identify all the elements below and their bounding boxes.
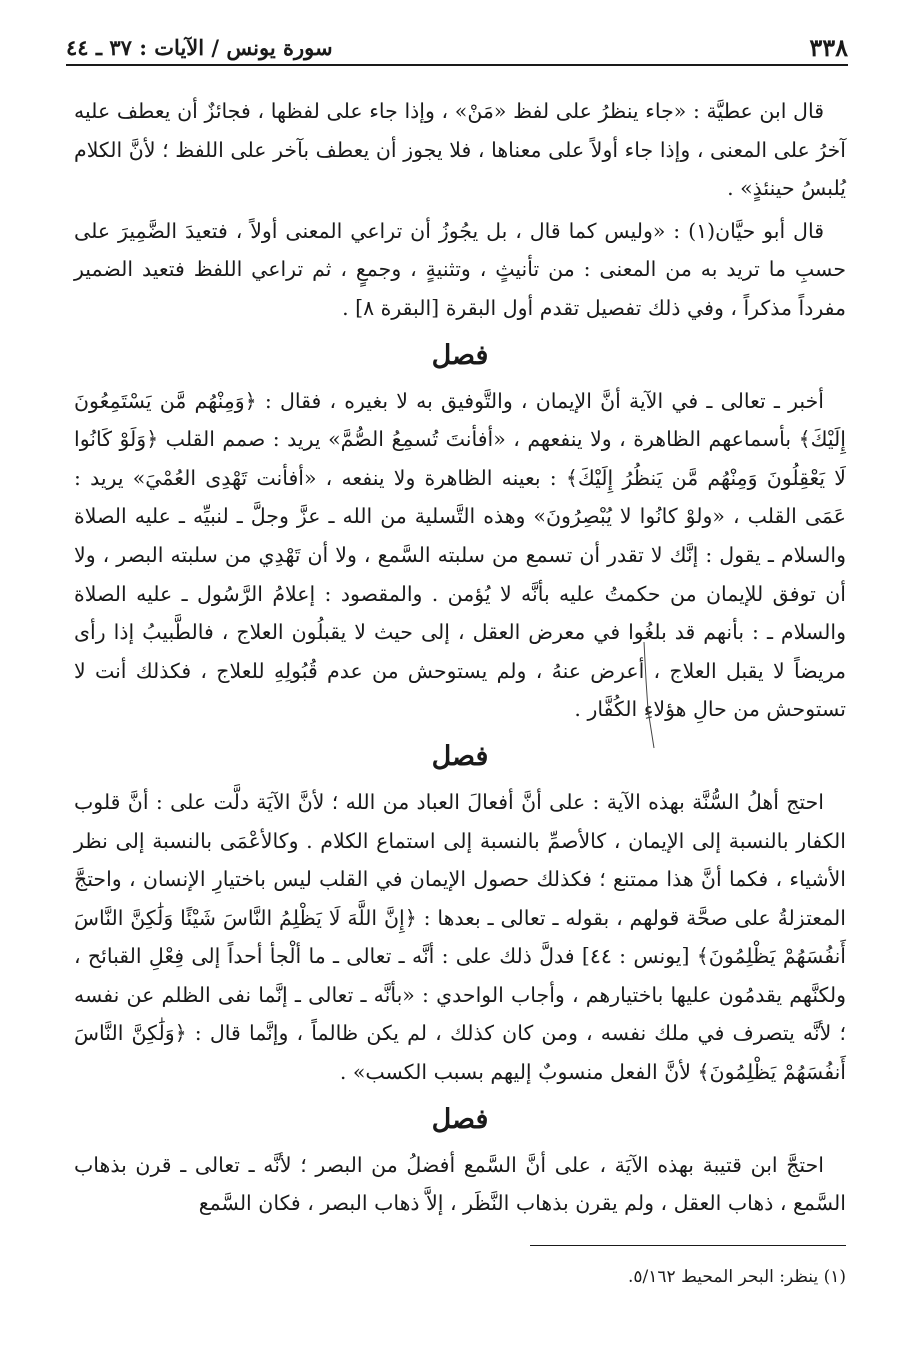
page-header — [66, 30, 848, 66]
section-heading-3: فصل — [431, 1103, 489, 1135]
page-body — [74, 92, 846, 1227]
running-title: سورة يونس / الآيات : ٣٧ ـ ٤٤ — [66, 34, 333, 60]
scan-artifact-line — [640, 640, 662, 750]
section-1-text: أخبر ـ تعالى ـ في الآية أنَّ الإيمان ، والتَّوفيق به لا بغيره ، فقال : ﴿وَمِنْهُم مَّن يَسْتَمِعُونَ إِلَيْكَ﴾ بأسماعهم الظاهرة ، ولا ينفعهم ، «أفأنتَ تُسمِعُ الصُّمَّ» يريد : صمم القلب ﴿وَلَوْ كَانُوا لَا يَعْقِلُونَ وَمِنْهُم مَّن يَنظُرُ إِلَيْكَ﴾ : بعينه الظاهرة ولا ينفعه ، «أفأنت تَهْدِى العُمْيَ» يريد : عَمَى القلب ، «ولوْ كانُوا لا يُبْصِرُونَ» وهذه التَّسلية من الله ـ عزَّ وجلَّ ـ لنبيِّه ـ عليه الصلاة والسلام ـ يقول : إنَّك لا تقدر أن تسمع من سلبته السَّمع ، ولا أن تَهْدِي من سلبته البصر ، ولا أن توفق للإيمان من حكمتُ عليه بأنَّه لا يُؤمن . والمقصود : إعلامُ الرَّسُول ـ عليه الصلاة والسلام ـ : بأنهم قد بلغُوا في معرض العقل ، إلى حيث لا يقبلُون العلاج ، فالطَّبيبُ إذا رأى مريضاً لا يقبل العلاج ، أعرض عنهُ ، ولم يستوحش من عدم قُبُولِهِ للعلاج ، فكذلك أنت لا تستوحش من حالِ هؤلاءِ الكُفَّار . — [74, 388, 846, 722]
section-heading-1: فصل — [431, 339, 489, 371]
footnote-separator — [530, 1245, 846, 1246]
section-2-text: احتج أهلُ السُّنَّة بهذه الآية : على أنَّ أفعالَ العباد من الله ؛ لأنَّ الآيَة دلَّت على : أنَّ قلوب الكفار بالنسبة إلى الإيمان ، كالأصمِّ بالنسبة إلى استماع الكلام . وكالأعْمَى بالنسبة إلى نظر الأشياء ، فكما أنَّ هذا ممتنع ؛ فكذلك حصول الإيمان في القلب ليس باختيارِ الإنسان ، واحتجَّ المعتزلةُ على صحَّة قولهم ، بقوله ـ تعالى ـ بعدها : ﴿إِنَّ اللَّهَ لَا يَظْلِمُ النَّاسَ شَيْئًا وَلَٰكِنَّ النَّاسَ أَنفُسَهُمْ يَظْلِمُونَ﴾ [يونس : ٤٤] فدلَّ ذلك على : أنَّه ـ تعالى ـ ما ألْجأ أحداً إلى فِعْلِ القبائح ، ولكنَّهم يقدمُون عليها باختيارهم ، وأجاب الواحدي : «بأنَّه ـ تعالى ـ إنَّما نفى الظلم عن نفسه ؛ لأنَّه يتصرف في ملك نفسه ، ومن كان كذلك ، لم يكن ظالماً ، وإنَّما قال : ﴿وَلَٰكِنَّ النَّاسَ أَنفُسَهُمْ يَظْلِمُونَ﴾ لأنَّ الفعل منسوبٌ إليهم بسبب الكسب» . — [74, 789, 847, 1085]
footnote: (١) ينظر: البحر المحيط ٥/١٦٢. — [628, 1267, 846, 1287]
section-heading-2: فصل — [431, 740, 489, 772]
paragraph-abu-hayyan: قال أبو حيَّان(١) : «وليس كما قال ، بل يجُوزُ أن تراعي المعنى أولاً ، فتعيدَ الضَّمِيرَ على حسبِ ما تريد به من المعنى : من تأنيثٍ ، وتثنيةٍ ، وجمعٍ ، ثم تراعي اللفظ فتعيد الضمير مفرداً مذكراً ، وفي ذلك تفصيل تقدم أول البقرة [البقرة ٨] . — [74, 218, 846, 320]
paragraph-ibn-atiyya: قال ابن عطيَّة : «جاء ينظرُ على لفظ «مَنْ» ، وإذا جاء على لفظها ، فجائزٌ أن يعطف عليه آخرُ على المعنى ، وإذا جاء أولاً على معناها ، فلا يجوز أن يعطف بآخر على اللفظ ؛ لأنَّ الكلام يُلبسُ حينئذٍ» . — [74, 99, 846, 201]
section-3-text: احتجَّ ابن قتيبة بهذه الآيَة ، على أنَّ السَّمع أفضلُ من البصر ؛ لأنَّه ـ تعالى ـ قرن بذهاب السَّمع ، ذهاب العقل ، ولم يقرن بذهاب النَّظَر ، إلاَّ ذهاب البصر ، فكان السَّمع — [74, 1152, 846, 1216]
page-number: ٣٣٨ — [809, 32, 848, 62]
